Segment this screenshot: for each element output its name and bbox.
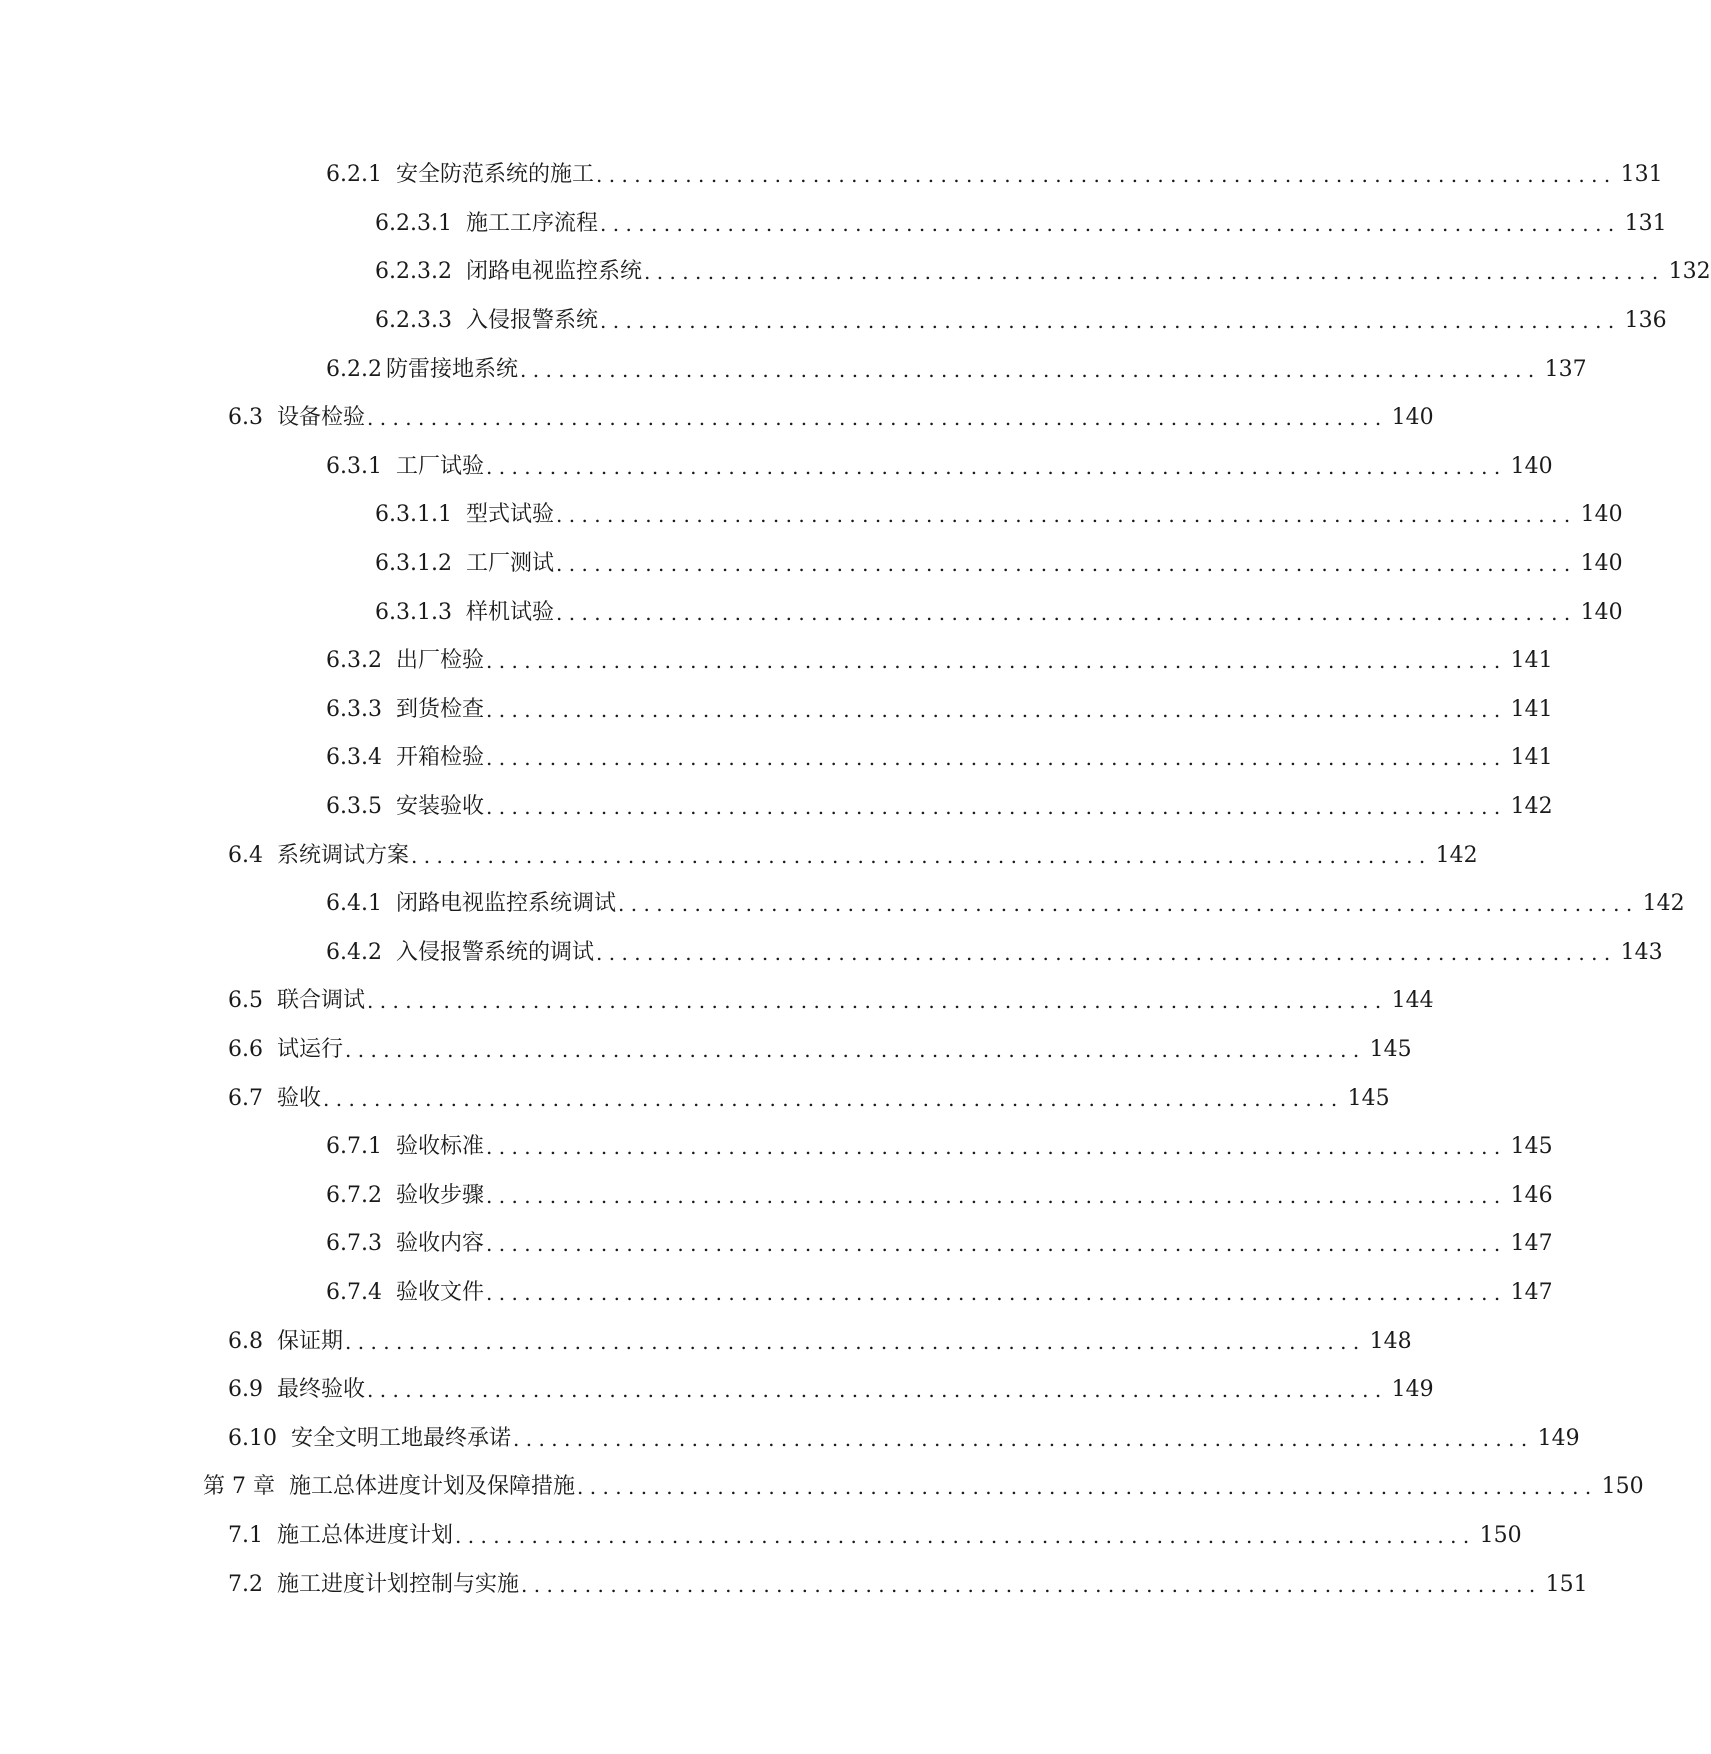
toc-entry-page: 145 — [1347, 1085, 1390, 1111]
toc-entry-text: 保证期 — [277, 1328, 344, 1354]
toc-entry-page: 137 — [1544, 356, 1587, 382]
toc-entry[interactable] — [0, 297, 1667, 346]
toc-entry-number: 6.3.3 — [326, 696, 382, 722]
toc-entry-text: 验收文件 — [395, 1279, 484, 1305]
toc-entry-title — [326, 1182, 486, 1210]
toc-dot-leader: ................................................................................ — [599, 211, 1621, 236]
toc-entry-number: 6.3.1.2 — [375, 551, 452, 577]
toc-dot-leader: ................................................................................ — [486, 1183, 1507, 1208]
toc-entry-number: 6.4.2 — [326, 939, 382, 965]
toc-entry-title — [326, 1279, 486, 1307]
toc-entry-title — [326, 890, 618, 918]
toc-entry-number: 6.4 — [228, 842, 263, 868]
toc-entry-page: 148 — [1369, 1328, 1412, 1354]
toc-entry[interactable] — [0, 686, 1553, 735]
toc-entry-text: 防雷接地系统 — [385, 356, 518, 382]
toc-entry[interactable] — [0, 929, 1663, 978]
toc-entry-title — [203, 1473, 577, 1501]
toc-entry-text: 安全文明工地最终承诺 — [290, 1425, 511, 1451]
toc-entry[interactable] — [0, 1366, 1434, 1415]
toc-dot-leader: ................................................................................ — [345, 1037, 1366, 1062]
toc-entry[interactable] — [0, 880, 1685, 929]
toc-entry-text: 施工进度计划控制与实施 — [277, 1571, 520, 1597]
toc-entry-text: 安全防范系统的施工 — [395, 162, 594, 188]
toc-entry-number: 6.5 — [228, 988, 263, 1014]
toc-entry-number: 6.3.1.3 — [375, 599, 452, 625]
toc-entry-page: 141 — [1510, 696, 1553, 722]
toc-dot-leader: ................................................................................ — [367, 406, 1388, 431]
toc-entry-page: 142 — [1642, 891, 1685, 917]
toc-entry-title — [326, 1133, 486, 1161]
toc-entry-page: 142 — [1435, 842, 1478, 868]
toc-entry[interactable] — [0, 1171, 1553, 1220]
toc-entry[interactable] — [0, 1269, 1553, 1318]
toc-entry-text: 到货检查 — [395, 696, 484, 722]
toc-entry[interactable] — [0, 1512, 1522, 1561]
toc-dot-leader: ................................................................................ — [596, 940, 1617, 965]
toc-entry[interactable] — [0, 783, 1553, 832]
toc-entry-text: 验收标准 — [395, 1134, 484, 1160]
toc-entry-text: 设备检验 — [277, 405, 366, 431]
toc-entry-page: 147 — [1510, 1231, 1553, 1257]
toc-entry-title — [375, 550, 556, 578]
toc-entry[interactable] — [0, 1414, 1580, 1463]
toc-dot-leader: ................................................................................ — [486, 1280, 1507, 1305]
toc-entry-page: 140 — [1391, 405, 1434, 431]
toc-entry-page: 150 — [1601, 1474, 1644, 1500]
toc-entry-text: 验收 — [277, 1085, 322, 1111]
toc-entry-number: 6.2.3.3 — [375, 308, 452, 334]
toc-dot-leader: ................................................................................ — [411, 843, 1432, 868]
toc-entry-title — [228, 842, 411, 870]
toc-entry-title — [326, 453, 486, 481]
toc-entry-title — [326, 793, 486, 821]
toc-entry-title — [228, 1376, 367, 1404]
toc-dot-leader: ................................................................................ — [486, 1232, 1507, 1257]
toc-entry[interactable] — [0, 1026, 1412, 1075]
toc-entry-text: 施工总体进度计划 — [277, 1522, 454, 1548]
toc-entry-title — [375, 307, 600, 335]
toc-entry-title — [375, 258, 644, 286]
toc-dot-leader: ................................................................................ — [367, 1378, 1388, 1403]
toc-entry-text: 出厂检验 — [395, 648, 484, 674]
toc-dot-leader: ................................................................................ — [513, 1426, 1534, 1451]
toc-dot-leader: ................................................................................ — [486, 649, 1507, 674]
toc-entry-text: 工厂测试 — [465, 551, 554, 577]
toc-entry-title — [326, 356, 520, 384]
toc-entry-page: 149 — [1391, 1377, 1434, 1403]
toc-entry-text: 验收步骤 — [395, 1182, 484, 1208]
toc-dot-leader: ................................................................................ — [577, 1475, 1598, 1500]
toc-entry-text: 入侵报警系统 — [465, 308, 598, 334]
toc-entry-text: 验收内容 — [395, 1231, 484, 1257]
toc-entry-number: 6.3.1.1 — [375, 502, 452, 528]
toc-entry-page: 132 — [1668, 259, 1711, 285]
toc-dot-leader: ................................................................................ — [520, 357, 1541, 382]
toc-entry[interactable] — [0, 151, 1663, 200]
toc-dot-leader: ................................................................................ — [486, 795, 1507, 820]
toc-entry-number: 6.9 — [228, 1377, 263, 1403]
toc-entry-number: 第 7 章 — [203, 1474, 275, 1500]
toc-entry-page: 141 — [1510, 648, 1553, 674]
toc-entry-page: 140 — [1580, 599, 1623, 625]
toc-dot-leader: ................................................................................ — [555, 503, 1577, 528]
toc-entry-page: 136 — [1624, 308, 1667, 334]
toc-entry-title — [375, 210, 600, 238]
toc-entry-number: 6.3.4 — [326, 745, 382, 771]
toc-entry[interactable] — [0, 443, 1553, 492]
toc-entry[interactable] — [0, 540, 1623, 589]
toc-entry[interactable] — [0, 588, 1623, 637]
toc-entry-number: 6.7.3 — [326, 1231, 382, 1257]
toc-entry-number: 6.2.1 — [326, 162, 382, 188]
toc-entry-number: 6.7 — [228, 1085, 263, 1111]
toc-entry-title — [228, 1522, 455, 1550]
toc-dot-leader: ................................................................................ — [455, 1523, 1476, 1548]
toc-entry-text: 开箱检验 — [395, 745, 484, 771]
toc-entry[interactable] — [0, 345, 1587, 394]
toc-entry[interactable] — [0, 734, 1553, 783]
toc-entry[interactable] — [0, 394, 1434, 443]
toc-entry-text: 闭路电视监控系统 — [465, 259, 642, 285]
toc-entry[interactable] — [0, 1560, 1588, 1609]
toc-entry-number: 6.3.2 — [326, 648, 382, 674]
toc-entry-number: 6.3.5 — [326, 794, 382, 820]
toc-dot-leader: ................................................................................ — [486, 454, 1507, 479]
toc-entry-page: 140 — [1580, 502, 1623, 528]
toc-entry-text: 系统调试方案 — [277, 842, 410, 868]
toc-entry-page: 143 — [1620, 939, 1663, 965]
toc-entry-number: 6.2.2 — [326, 356, 382, 382]
toc-entry-title — [326, 744, 486, 772]
toc-entry-text: 工厂试验 — [395, 453, 484, 479]
toc-dot-leader: ................................................................................ — [521, 1572, 1542, 1597]
toc-entry-page: 140 — [1510, 453, 1553, 479]
toc-entry-text: 施工总体进度计划及保障措施 — [288, 1474, 575, 1500]
toc-entry-number: 6.2.3.1 — [375, 210, 452, 236]
table-of-contents — [0, 151, 1711, 1609]
toc-entry-number: 6.10 — [228, 1425, 277, 1451]
toc-dot-leader: ................................................................................ — [486, 1135, 1507, 1160]
toc-entry-title — [228, 1085, 323, 1113]
toc-entry-page: 145 — [1510, 1134, 1553, 1160]
toc-entry-text: 施工工序流程 — [465, 210, 598, 236]
toc-entry-title — [326, 696, 486, 724]
toc-entry-number: 6.2.3.2 — [375, 259, 452, 285]
toc-entry-page: 140 — [1580, 551, 1623, 577]
toc-entry-page: 144 — [1391, 988, 1434, 1014]
toc-entry-number: 6.4.1 — [326, 891, 382, 917]
toc-dot-leader: ................................................................................ — [618, 892, 1639, 917]
toc-entry[interactable] — [0, 977, 1434, 1026]
toc-entry-number: 6.7.2 — [326, 1182, 382, 1208]
toc-entry-number: 6.7.4 — [326, 1279, 382, 1305]
toc-entry-text: 最终验收 — [277, 1377, 366, 1403]
toc-entry-page: 131 — [1624, 210, 1667, 236]
toc-dot-leader: ................................................................................ — [367, 989, 1388, 1014]
toc-entry[interactable] — [0, 1220, 1553, 1269]
toc-entry-title — [326, 1230, 486, 1258]
toc-entry-text: 样机试验 — [465, 599, 554, 625]
toc-dot-leader: ................................................................................ — [599, 309, 1621, 334]
toc-entry-title — [375, 599, 556, 627]
toc-entry-text: 安装验收 — [395, 794, 484, 820]
toc-entry-chapter[interactable] — [0, 1463, 1644, 1512]
toc-entry-page: 147 — [1510, 1279, 1553, 1305]
toc-entry-number: 6.3 — [228, 405, 263, 431]
toc-dot-leader: ................................................................................ — [486, 746, 1507, 771]
toc-dot-leader: ................................................................................ — [323, 1086, 1344, 1111]
toc-entry-title — [326, 939, 596, 967]
toc-entry[interactable] — [0, 637, 1553, 686]
toc-entry[interactable] — [0, 1074, 1390, 1123]
toc-entry-title — [228, 1571, 521, 1599]
toc-entry-title — [228, 987, 367, 1015]
toc-entry-page: 141 — [1510, 745, 1553, 771]
toc-entry-page: 150 — [1479, 1522, 1522, 1548]
toc-entry[interactable] — [0, 1123, 1553, 1172]
toc-dot-leader: ................................................................................ — [345, 1329, 1366, 1354]
toc-entry-number: 6.3.1 — [326, 453, 382, 479]
toc-dot-leader: ................................................................................ — [555, 600, 1577, 625]
toc-entry-page: 146 — [1510, 1182, 1553, 1208]
toc-entry[interactable] — [0, 1317, 1412, 1366]
toc-dot-leader: ................................................................................ — [643, 260, 1665, 285]
toc-entry-number: 7.2 — [228, 1571, 263, 1597]
toc-entry[interactable] — [0, 491, 1623, 540]
toc-dot-leader: ................................................................................ — [596, 163, 1617, 188]
toc-entry-number: 6.7.1 — [326, 1134, 382, 1160]
toc-entry-number: 7.1 — [228, 1522, 263, 1548]
toc-entry-number: 6.6 — [228, 1036, 263, 1062]
toc-entry-title — [326, 161, 596, 189]
toc-entry[interactable] — [0, 200, 1667, 249]
toc-entry-text: 入侵报警系统的调试 — [395, 939, 594, 965]
toc-entry[interactable] — [0, 248, 1711, 297]
toc-entry-page: 142 — [1510, 794, 1553, 820]
toc-entry-text: 联合调试 — [277, 988, 366, 1014]
toc-entry-number: 6.8 — [228, 1328, 263, 1354]
toc-entry[interactable] — [0, 831, 1478, 880]
toc-dot-leader: ................................................................................ — [486, 697, 1507, 722]
toc-dot-leader: ................................................................................ — [555, 552, 1577, 577]
toc-entry-page: 151 — [1545, 1571, 1588, 1597]
toc-entry-page: 149 — [1537, 1425, 1580, 1451]
toc-entry-text: 试运行 — [277, 1036, 344, 1062]
toc-entry-title — [375, 501, 556, 529]
toc-entry-title — [326, 647, 486, 675]
toc-entry-text: 闭路电视监控系统调试 — [395, 891, 616, 917]
toc-entry-page: 145 — [1369, 1036, 1412, 1062]
toc-entry-title — [228, 1425, 513, 1453]
toc-entry-page: 131 — [1620, 162, 1663, 188]
toc-entry-title — [228, 1036, 345, 1064]
toc-entry-title — [228, 404, 367, 432]
toc-entry-title — [228, 1328, 345, 1356]
toc-entry-text: 型式试验 — [465, 502, 554, 528]
